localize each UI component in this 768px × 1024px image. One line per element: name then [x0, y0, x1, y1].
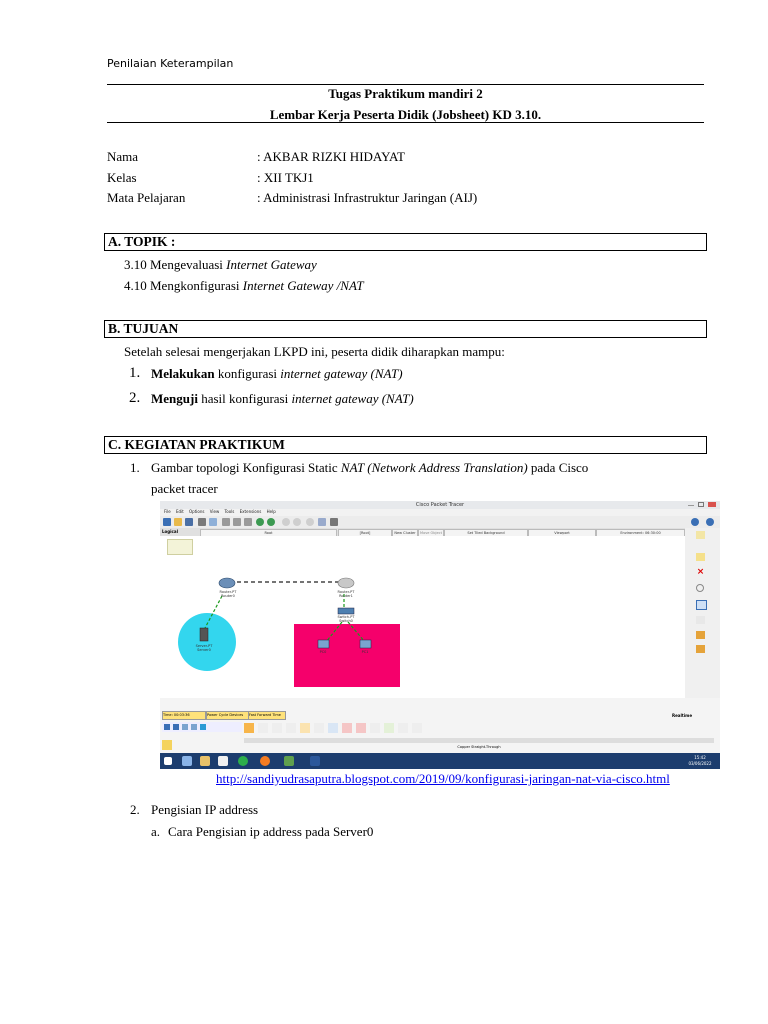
- pt-canvas: [160, 536, 685, 698]
- topology-svg: [160, 536, 685, 698]
- info-icon: [691, 518, 699, 526]
- activity-text-line2: packet tracer: [151, 481, 218, 496]
- close-icon: [708, 502, 716, 507]
- name-value: : AKBAR RIZKI HIDAYAT: [257, 149, 405, 164]
- activity-text: [151, 460, 588, 476]
- serial-dce-icon[interactable]: [342, 723, 352, 733]
- pc1-icon: [360, 640, 371, 648]
- page-header: Penilaian Keterampilan: [107, 57, 234, 70]
- save-icon: [185, 518, 193, 526]
- goal-text: [151, 391, 414, 407]
- menu-item: File: [164, 509, 171, 514]
- open-folder-icon: [174, 518, 182, 526]
- activity2-number: 2.: [130, 802, 140, 817]
- menu-item: View: [209, 509, 220, 514]
- coax-cable-icon[interactable]: [328, 723, 338, 733]
- activity2a-number: a.: [151, 824, 161, 839]
- menu-item: Tools: [224, 509, 235, 514]
- switch-category-icon[interactable]: [173, 724, 179, 730]
- pt-window-title: Cisco Packet Tracer: [415, 502, 465, 508]
- packet-tracer-screenshot: [160, 501, 720, 769]
- section-a-heading: A. TOPIK :: [104, 233, 707, 251]
- activity-suffix: pada Cisco: [527, 460, 589, 475]
- maximize-icon: [698, 502, 704, 507]
- server-name: Server0: [197, 648, 211, 652]
- cut-icon: [244, 518, 252, 526]
- wizard-icon: [209, 518, 217, 526]
- router0-name: Router0: [221, 594, 235, 598]
- zoom-out-icon: [306, 518, 314, 526]
- word-icon[interactable]: [310, 756, 320, 766]
- search-icon[interactable]: [182, 756, 192, 766]
- pt-toolbar: [160, 516, 720, 528]
- activity-prefix: Gambar topologi Konfigurasi Static: [151, 460, 341, 475]
- time-display: Time: 00:03:36: [162, 711, 206, 720]
- switch-icon: [338, 608, 354, 614]
- pt-titlebar: [160, 501, 720, 509]
- goal-item: [129, 364, 403, 382]
- packet-tracer-icon[interactable]: [284, 756, 294, 766]
- pc1-name: PC1: [361, 650, 369, 654]
- subject-label: Mata Pelajaran: [107, 190, 186, 205]
- inspect-icon[interactable]: [696, 584, 704, 592]
- goal-bold: Menguji: [151, 391, 198, 406]
- router-category-icon[interactable]: [164, 724, 170, 730]
- topic-item-prefix: 4.10 Mengkonfigurasi: [124, 278, 243, 293]
- windows-start-icon[interactable]: [164, 757, 172, 765]
- hub-category-icon[interactable]: [182, 724, 188, 730]
- print-icon: [198, 518, 206, 526]
- octal-cable-icon[interactable]: [370, 723, 380, 733]
- top-rule: [107, 84, 704, 85]
- cloud-category-icon[interactable]: [200, 724, 206, 730]
- section-b-heading: B. TUJUAN: [104, 320, 707, 338]
- logbar-environment[interactable]: Environment: 06:30:00: [596, 529, 685, 537]
- topic-item-prefix: 3.10 Mengevaluasi: [124, 257, 227, 272]
- pt-menubar: [160, 509, 720, 516]
- pt-logical-bar: [160, 528, 685, 536]
- pt-bottom-panel: [160, 698, 720, 753]
- goal-intro: Setelah selesai mengerjakan LKPD ini, peserta didik diharapkan mampu:: [124, 344, 505, 359]
- clock-time: 15:42: [694, 755, 706, 760]
- activity-number: 1.: [130, 460, 140, 475]
- topic-item-italic: Internet Gateway: [226, 257, 317, 272]
- logbar-tiled-background[interactable]: Set Tiled Background: [444, 529, 528, 537]
- select-icon[interactable]: [696, 531, 705, 539]
- goal-plain: hasil konfigurasi: [197, 391, 292, 406]
- logbar-root-path[interactable]: [Root]: [338, 529, 392, 537]
- redo-icon: [267, 518, 275, 526]
- goal-text: [151, 366, 403, 382]
- palette-icon: [318, 518, 326, 526]
- iot-cable-icon[interactable]: [384, 723, 394, 733]
- device-category-row: [162, 722, 242, 732]
- router0-icon: [219, 578, 235, 588]
- zoom-in-icon: [282, 518, 290, 526]
- wireless-category-icon[interactable]: [191, 724, 197, 730]
- power-cycle-button[interactable]: Power Cycle Devices: [206, 711, 250, 720]
- class-label: Kelas: [107, 170, 137, 185]
- router1-name: Router1: [339, 594, 353, 598]
- pt-right-toolbar: [685, 528, 720, 718]
- chrome-icon[interactable]: [238, 756, 248, 766]
- logical-label: Logical: [162, 529, 178, 534]
- name-label: Nama: [107, 149, 139, 164]
- phone-cable-icon[interactable]: [314, 723, 324, 733]
- goal-item: [129, 389, 414, 407]
- goal-italic: internet gateway (NAT): [280, 366, 403, 381]
- copy-icon: [222, 518, 230, 526]
- pc0-icon: [318, 640, 329, 648]
- logbar-root[interactable]: Root: [200, 529, 337, 537]
- goal-italic: internet gateway (NAT): [291, 391, 414, 406]
- activity-italic: NAT (Network Address Translation): [340, 460, 528, 475]
- note-icon[interactable]: [696, 553, 705, 561]
- custom-device-icon: [330, 518, 338, 526]
- switch-model: Switch-PT: [337, 615, 355, 619]
- zoom-reset-icon: [293, 518, 301, 526]
- topic-item-italic: Internet Gateway /NAT: [242, 278, 364, 293]
- doc-title: Tugas Praktikum mandiri 2: [328, 86, 483, 101]
- menu-item: Help: [266, 509, 276, 514]
- server-model: Server-PT: [195, 644, 213, 648]
- usb-cable-icon[interactable]: [398, 723, 408, 733]
- serial-dte-icon[interactable]: [356, 723, 366, 733]
- logbar-new-cluster[interactable]: New Cluster: [392, 529, 418, 537]
- menu-item: Edit: [175, 509, 184, 514]
- topic-item: [124, 257, 317, 273]
- server-area: [178, 613, 236, 671]
- doc-subtitle: Lembar Kerja Peserta Didik (Jobsheet) KD 3.10.: [269, 107, 542, 122]
- logbar-viewport[interactable]: Viewport: [528, 529, 596, 537]
- pc0-name: PC0: [319, 650, 327, 654]
- router1-model: Router-PT: [337, 590, 355, 594]
- paste-icon: [233, 518, 241, 526]
- clock-date: 03/06/2022: [688, 761, 712, 766]
- help-icon: [706, 518, 714, 526]
- cross-cable-icon[interactable]: [286, 723, 296, 733]
- pc-area: [294, 624, 400, 687]
- add-pdu-icon[interactable]: [696, 631, 705, 639]
- delete-icon[interactable]: ×: [696, 567, 705, 577]
- wireless-cable-icon[interactable]: [412, 723, 422, 733]
- activity2-text: Pengisian IP address: [151, 802, 259, 817]
- section-c-heading: C. KEGIATAN PRAKTIKUM: [104, 436, 707, 454]
- logbar-move-object[interactable]: Move Object: [418, 529, 444, 537]
- goal-plain: konfigurasi: [214, 366, 281, 381]
- file-explorer-icon[interactable]: [200, 756, 210, 766]
- goal-number: 2.: [129, 390, 141, 406]
- reference-link[interactable]: http://sandiyudrasaputra.blogspot.com/2019/09/konfigurasi-jaringan-nat-via-cisco.html: [216, 771, 670, 786]
- class-value: : XII TKJ1: [257, 170, 314, 185]
- cable-name: Copper Straight-Through: [457, 745, 501, 749]
- router0-model: Router-PT: [219, 590, 237, 594]
- firefox-icon[interactable]: [260, 756, 270, 766]
- fast-forward-button[interactable]: Fast Forward Time: [248, 711, 286, 720]
- store-icon[interactable]: [218, 756, 228, 766]
- goal-bold: Melakukan: [151, 366, 215, 381]
- activity2a-text: Cara Pengisian ip address pada Server0: [168, 824, 374, 839]
- windows-taskbar: [160, 753, 720, 769]
- router1-icon: [338, 578, 354, 588]
- horizontal-scrollbar[interactable]: [244, 738, 714, 743]
- auto-cable-icon[interactable]: [244, 723, 254, 733]
- server-icon: [200, 628, 208, 641]
- realtime-label: Realtime: [672, 713, 693, 718]
- bottom-rule: [107, 122, 704, 123]
- goal-number: 1.: [129, 365, 141, 381]
- cable-row: [244, 722, 434, 734]
- menu-item: Options: [189, 509, 205, 514]
- switch-name: Switch0: [339, 619, 353, 623]
- straight-cable-icon[interactable]: [272, 723, 282, 733]
- subject-value: : Administrasi Infrastruktur Jaringan (AIJ): [257, 190, 478, 205]
- fiber-cable-icon[interactable]: [300, 723, 310, 733]
- new-file-icon: [163, 518, 171, 526]
- add-complex-pdu-icon[interactable]: [696, 645, 705, 653]
- connections-category-icon[interactable]: [162, 740, 172, 750]
- menu-item: Extensions: [239, 509, 262, 514]
- undo-icon: [256, 518, 264, 526]
- minimize-icon: [688, 505, 694, 506]
- console-cable-icon[interactable]: [258, 723, 268, 733]
- draw-icon[interactable]: [696, 616, 705, 624]
- resize-icon[interactable]: [696, 600, 707, 610]
- topic-item: [124, 278, 364, 294]
